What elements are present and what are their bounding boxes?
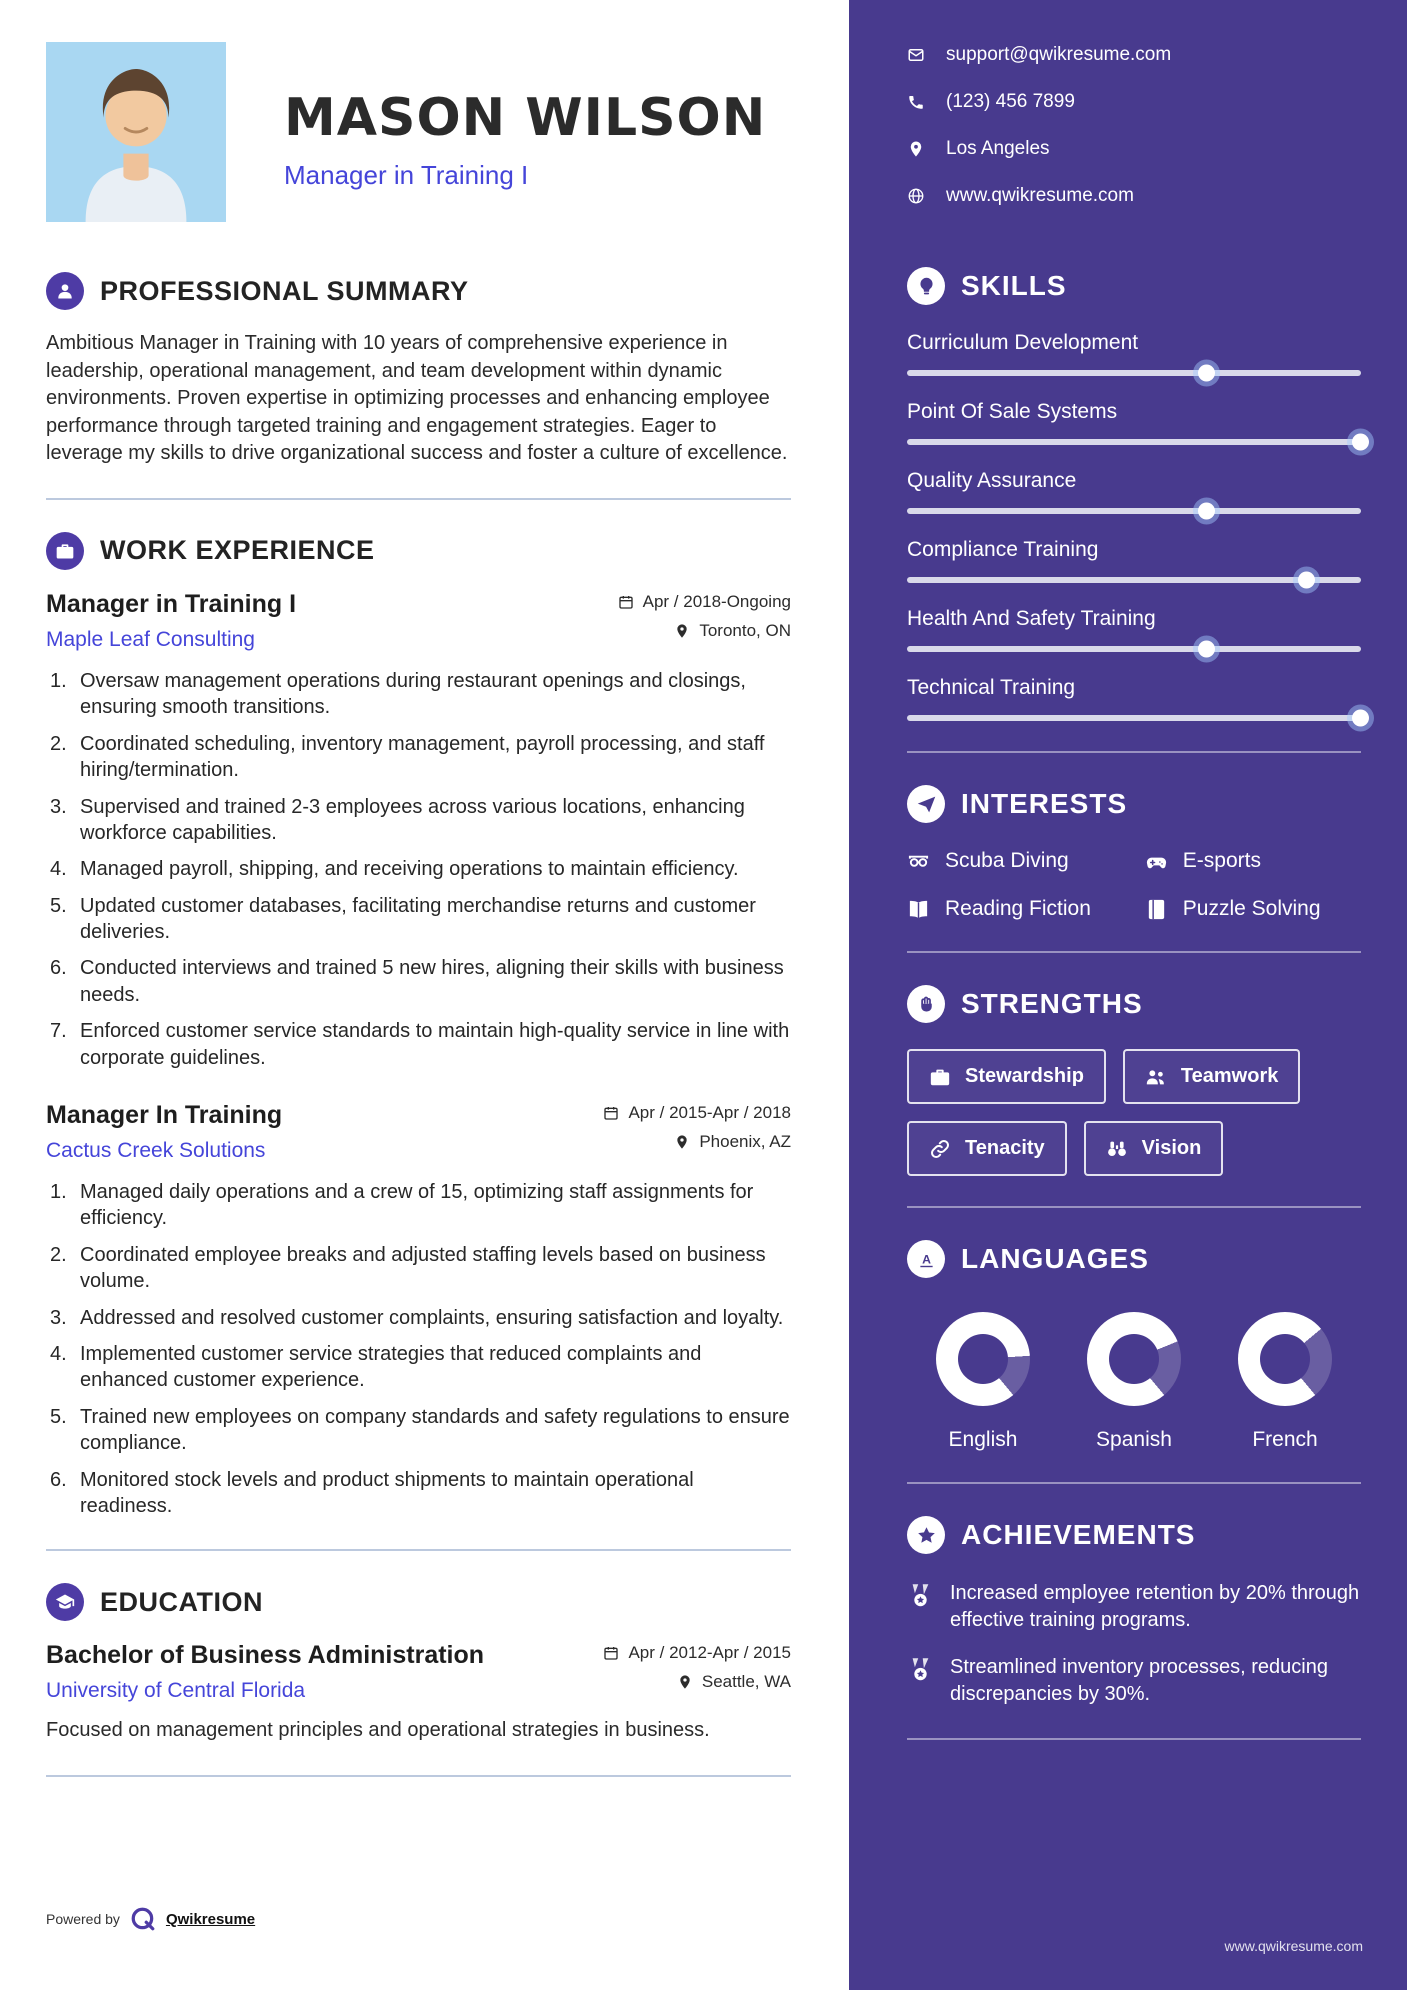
strengths-grid — [907, 1049, 1361, 1176]
slider-knob[interactable] — [1198, 503, 1215, 520]
calendar-icon — [603, 1645, 619, 1661]
section-languages — [907, 1240, 1361, 1452]
envelope-icon — [907, 46, 926, 64]
slider-knob[interactable] — [1352, 434, 1369, 451]
degree-block — [46, 1641, 484, 1703]
education-heading: EDUCATION — [100, 1586, 263, 1617]
skills-heading: SKILLS — [961, 270, 1067, 301]
interest-item — [1145, 849, 1361, 873]
skill-label: Point Of Sale Systems — [907, 400, 1118, 423]
interest-label: E-sports — [1182, 849, 1261, 872]
contact-location — [907, 138, 1361, 160]
job-entry — [46, 1101, 791, 1519]
skill-slider[interactable] — [907, 646, 1361, 652]
job-bullet: Oversaw management operations during restaurant openings and closings, ensuring smooth transitions. — [80, 669, 746, 719]
job-meta — [618, 590, 791, 650]
skill-item — [907, 676, 1361, 721]
interests-grid — [907, 849, 1361, 921]
job-dates: Apr / 2018-Ongoing — [642, 591, 791, 611]
job-dates: Apr / 2015-Apr / 2018 — [628, 1103, 791, 1123]
section-divider — [46, 498, 791, 500]
website-footer-link[interactable]: www.qwikresume.com — [1224, 1938, 1363, 1954]
job-bullet-list — [46, 1179, 791, 1519]
section-heading — [907, 985, 1361, 1023]
skill-item — [907, 607, 1361, 652]
contact-email[interactable] — [907, 44, 1361, 66]
powered-by-label: Powered by — [46, 1911, 120, 1927]
contact-phone[interactable] — [907, 91, 1361, 113]
language-item — [913, 1312, 1053, 1452]
paper-plane-icon — [907, 785, 945, 823]
strength-label: Teamwork — [1180, 1065, 1279, 1087]
briefcase-icon — [929, 1066, 951, 1088]
company-link[interactable]: Maple Leaf Consulting — [46, 627, 255, 651]
sidebar-divider — [907, 951, 1361, 953]
skill-item — [907, 331, 1361, 376]
summary-text: Ambitious Manager in Training with 10 years of comprehensive experience in leadership, operational management, and team development within dynamic environments. Proven expertise in optimizing processes and enhancing employee performance through targeted training and engagement strategies. Eager to leverage my skills to drive organizational success and foster a culture of excellence. — [46, 332, 788, 465]
location-pin-icon — [907, 140, 926, 158]
strength-label: Vision — [1141, 1137, 1202, 1159]
job-bullet: Enforced customer service standards to maintain high-quality service in line with corporate guidelines. — [80, 1020, 790, 1069]
sidebar — [849, 0, 1407, 1990]
profile-photo — [46, 42, 226, 222]
language-item — [1064, 1312, 1204, 1452]
skill-item — [907, 538, 1361, 583]
skill-label: Health And Safety Training — [907, 607, 1156, 630]
briefcase-icon — [46, 532, 84, 570]
sidebar-divider — [907, 751, 1361, 753]
education-dates: Apr / 2012-Apr / 2015 — [628, 1643, 791, 1663]
achievements-heading: ACHIEVEMENTS — [961, 1519, 1196, 1550]
contact-location-text: Los Angeles — [946, 138, 1050, 159]
job-bullet: Conducted interviews and trained 5 new hires, aligning their skills with business needs. — [80, 957, 784, 1006]
section-achievements — [907, 1516, 1361, 1708]
lightbulb-icon — [907, 267, 945, 305]
contact-block — [907, 44, 1361, 207]
contact-email-text: support@qwikresume.com — [946, 44, 1172, 65]
job-bullet: Updated customer databases, facilitating merchandise returns and customer deliveries. — [80, 894, 756, 944]
fist-icon — [907, 985, 945, 1023]
contact-website[interactable] — [907, 185, 1361, 207]
sidebar-divider — [907, 1482, 1361, 1484]
medal-icon — [907, 1582, 934, 1634]
interest-label: Scuba Diving — [945, 849, 1069, 872]
location-pin-icon — [677, 1674, 693, 1690]
school-link[interactable]: University of Central Florida — [46, 1679, 306, 1703]
slider-knob[interactable] — [1352, 710, 1369, 727]
translate-icon — [907, 1240, 945, 1278]
location-pin-icon — [674, 623, 690, 639]
skill-slider[interactable] — [907, 439, 1361, 445]
job-bullet: Supervised and trained 2-3 employees across various locations, enhancing workforce capabilities. — [80, 795, 745, 844]
skill-item — [907, 469, 1361, 514]
job-bullet: Trained new employees on company standards and safety regulations to ensure compliance. — [80, 1405, 790, 1455]
location-pin-icon — [674, 1134, 690, 1150]
section-work-experience — [46, 532, 791, 1519]
interest-item — [907, 849, 1145, 873]
qwikresume-logo-icon — [130, 1906, 156, 1932]
skill-item — [907, 400, 1361, 445]
strength-badge — [907, 1121, 1067, 1176]
skill-slider[interactable] — [907, 715, 1361, 721]
degree-title: Bachelor of Business Administration — [46, 1641, 485, 1670]
job-bullet-list — [46, 668, 791, 1071]
slider-knob[interactable] — [1298, 572, 1315, 589]
strength-badge — [1123, 1049, 1300, 1104]
contact-website-text: www.qwikresume.com — [946, 185, 1134, 206]
section-professional-summary — [46, 272, 791, 468]
section-strengths — [907, 985, 1361, 1176]
section-heading — [907, 1240, 1361, 1278]
job-title: Manager In Training — [46, 1101, 283, 1130]
chain-link-icon — [929, 1138, 951, 1160]
section-interests — [907, 785, 1361, 921]
section-divider — [46, 1775, 791, 1777]
education-entry — [46, 1641, 791, 1745]
slider-knob[interactable] — [1198, 641, 1215, 658]
languages-row — [907, 1304, 1361, 1452]
language-label: English — [948, 1428, 1018, 1451]
job-bullet: Managed payroll, shipping, and receiving operations to maintain efficiency. — [80, 858, 739, 881]
skill-label: Technical Training — [907, 676, 1076, 699]
summary-heading: PROFESSIONAL SUMMARY — [100, 275, 469, 306]
language-donut-chart — [1087, 1312, 1181, 1406]
company-link[interactable]: Cactus Creek Solutions — [46, 1139, 266, 1163]
education-meta — [603, 1641, 791, 1701]
phone-icon — [907, 93, 926, 111]
binoculars-icon — [1106, 1138, 1128, 1160]
notebook-icon — [1145, 898, 1168, 921]
strength-label: Stewardship — [965, 1065, 1084, 1087]
job-bullet: Coordinated scheduling, inventory management, payroll processing, and staff hiring/termination. — [80, 732, 765, 782]
skill-slider[interactable] — [907, 577, 1361, 583]
education-location: Seattle, WA — [701, 1672, 791, 1692]
strengths-heading: STRENGTHS — [961, 988, 1143, 1019]
job-title: Manager in Training I — [46, 589, 297, 618]
section-heading — [46, 272, 791, 310]
interest-label: Reading Fiction — [945, 897, 1091, 920]
section-heading — [46, 532, 791, 570]
interest-item — [1145, 897, 1361, 921]
interests-heading: INTERESTS — [961, 788, 1128, 819]
language-item — [1215, 1312, 1355, 1452]
achievement-text: Increased employee retention by 20% through effective training programs. — [950, 1582, 1360, 1631]
job-entry — [46, 590, 791, 1071]
section-heading — [907, 267, 1361, 305]
slider-knob[interactable] — [1198, 365, 1215, 382]
name-title-block — [284, 42, 766, 191]
avatar-illustration — [46, 42, 226, 222]
star-icon — [907, 1516, 945, 1554]
person-name: MASON WILSON — [284, 88, 767, 148]
skill-label: Compliance Training — [907, 538, 1099, 561]
job-bullet: Coordinated employee breaks and adjusted staffing levels based on business volume. — [80, 1243, 766, 1293]
calendar-icon — [603, 1105, 619, 1121]
job-bullet: Monitored stock levels and product shipments to maintain operational readiness. — [80, 1468, 694, 1517]
open-book-icon — [907, 898, 930, 921]
section-heading — [46, 1583, 791, 1621]
section-skills — [907, 267, 1361, 721]
svg-text:A: A — [921, 1251, 931, 1266]
strength-label: Tenacity — [965, 1137, 1045, 1159]
job-title-block — [46, 590, 296, 652]
language-label: Spanish — [1096, 1428, 1172, 1451]
job-bullet: Managed daily operations and a crew of 15, optimizing staff assignments for efficiency. — [80, 1181, 754, 1230]
globe-icon — [907, 187, 926, 205]
job-title-block — [46, 1101, 282, 1163]
skill-label: Curriculum Development — [907, 331, 1139, 354]
work-heading: WORK EXPERIENCE — [100, 535, 375, 566]
section-education — [46, 1583, 791, 1745]
skill-slider[interactable] — [907, 508, 1361, 514]
language-donut-chart — [1238, 1312, 1332, 1406]
person-job-title: Manager in Training I — [284, 160, 529, 190]
job-location: Phoenix, AZ — [699, 1132, 791, 1152]
skill-slider[interactable] — [907, 370, 1361, 376]
interest-item — [907, 897, 1145, 921]
team-icon — [1145, 1066, 1167, 1088]
section-divider — [46, 1549, 791, 1551]
job-bullet: Addressed and resolved customer complaints, ensuring satisfaction and loyalty. — [80, 1306, 784, 1329]
strength-badge — [1084, 1121, 1224, 1176]
strength-badge — [907, 1049, 1106, 1104]
achievement-item — [907, 1654, 1361, 1708]
contact-phone-text: (123) 456 7899 — [946, 91, 1075, 112]
education-description: Focused on management principles and operational strategies in business. — [46, 1719, 710, 1742]
medal-icon — [907, 1656, 934, 1708]
section-heading — [907, 785, 1361, 823]
graduation-cap-icon — [46, 1583, 84, 1621]
language-donut-chart — [936, 1312, 1030, 1406]
achievement-item — [907, 1580, 1361, 1634]
language-label: French — [1252, 1428, 1318, 1451]
scuba-goggles-icon — [907, 850, 930, 873]
achievement-text: Streamlined inventory processes, reducing discrepancies by 30%. — [950, 1656, 1328, 1705]
calendar-icon — [618, 594, 634, 610]
powered-by-footer — [46, 1906, 255, 1932]
brand-link[interactable]: Qwikresume — [165, 1910, 256, 1928]
skill-label: Quality Assurance — [907, 469, 1077, 492]
sidebar-divider — [907, 1206, 1361, 1208]
job-location: Toronto, ON — [699, 620, 791, 640]
user-icon — [46, 272, 84, 310]
identity-header — [46, 42, 791, 222]
section-heading — [907, 1516, 1361, 1554]
interest-label: Puzzle Solving — [1182, 897, 1321, 920]
languages-heading: LANGUAGES — [961, 1243, 1149, 1274]
sidebar-divider — [907, 1738, 1361, 1740]
game-controller-icon — [1145, 850, 1168, 873]
job-meta — [603, 1101, 791, 1161]
job-bullet: Implemented customer service strategies that reduced complaints and enhanced customer experience. — [80, 1343, 702, 1392]
